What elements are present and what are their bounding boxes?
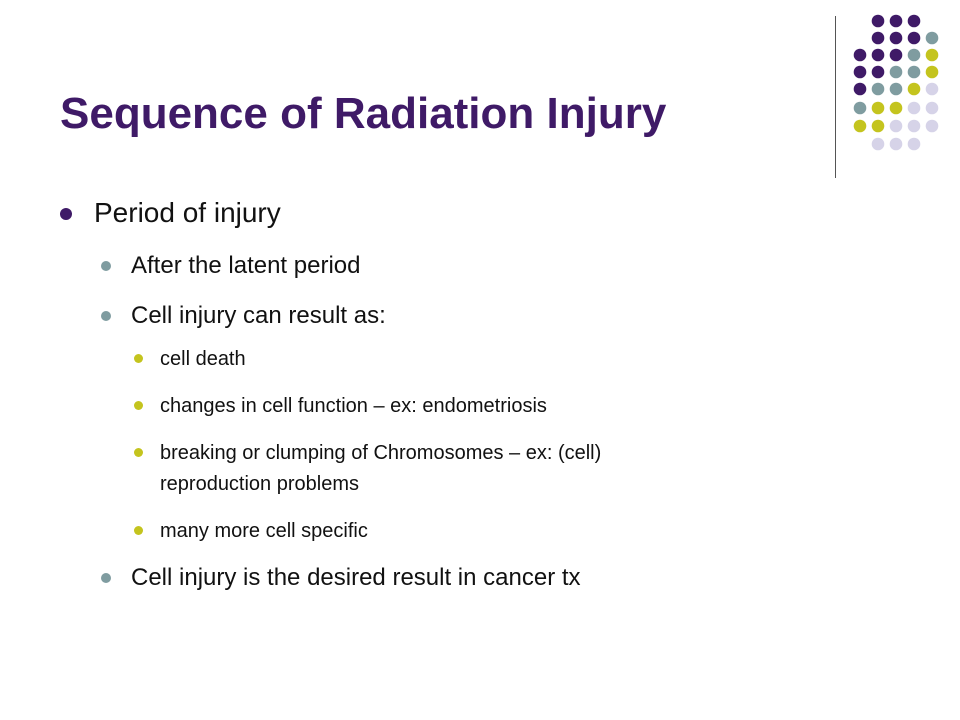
decorative-dot [926, 83, 939, 96]
decorative-divider [835, 16, 836, 178]
bullet-text: many more cell specific [160, 520, 368, 542]
bullet-dot-level3 [134, 354, 143, 363]
decorative-dot [908, 66, 921, 79]
bullet-text: changes in cell function – ex: endometriosis [160, 395, 547, 417]
decorative-dot [890, 120, 903, 133]
decorative-dot [908, 49, 921, 62]
bullet-level3-cell-death [160, 346, 246, 372]
decorative-dot [890, 138, 903, 151]
decorative-dot [908, 102, 921, 115]
bullet-text: breaking or clumping of Chromosomes – ex: (cell) [160, 442, 602, 464]
decorative-dot [890, 49, 903, 62]
bullet-level3-chromosomes-continued [160, 471, 359, 497]
decorative-dot [872, 138, 885, 151]
bullet-level2-after-latent [131, 252, 360, 280]
decorative-dot [872, 66, 885, 79]
bullet-text: Cell injury is the desired result in cancer tx [131, 564, 581, 591]
bullet-text: Cell injury can result as: [131, 302, 386, 329]
bullet-level3-chromosomes [160, 440, 601, 466]
decorative-dot [890, 83, 903, 96]
decorative-dot [890, 102, 903, 115]
decorative-dot [872, 49, 885, 62]
decorative-dot [890, 66, 903, 79]
bullet-level3-cell-function [160, 393, 547, 419]
bullet-dot-level3 [134, 401, 143, 410]
decorative-dot [854, 83, 867, 96]
bullet-text: reproduction problems [160, 473, 359, 495]
bullet-text: After the latent period [131, 252, 361, 279]
decorative-dot [890, 32, 903, 45]
decorative-dot [854, 49, 867, 62]
decorative-dot [872, 102, 885, 115]
bullet-dot-level2 [101, 261, 111, 271]
decorative-dot [926, 49, 939, 62]
decorative-dot [872, 32, 885, 45]
decorative-dot [908, 138, 921, 151]
bullet-text: cell death [160, 348, 246, 370]
decorative-dot [908, 32, 921, 45]
decorative-dot [854, 66, 867, 79]
bullet-dot-level1 [60, 208, 72, 220]
decorative-dot [872, 83, 885, 96]
slide-title: Sequence of Radiation Injury [60, 89, 667, 138]
bullet-dot-level2 [101, 311, 111, 321]
bullet-level3-cell-specific [160, 518, 368, 544]
bullet-dot-level2 [101, 573, 111, 583]
decorative-dot [908, 83, 921, 96]
decorative-dot [872, 120, 885, 133]
bullet-text: Period of injury [94, 197, 281, 228]
decorative-dot [926, 32, 939, 45]
decorative-dot [908, 15, 921, 28]
decorative-dot [908, 120, 921, 133]
decorative-dot [926, 66, 939, 79]
bullet-level2-cell-injury-result [131, 302, 386, 330]
bullet-level1-period-of-injury [94, 197, 281, 229]
bullet-dot-level3 [134, 448, 143, 457]
bullet-dot-level3 [134, 526, 143, 535]
decorative-dot [926, 102, 939, 115]
decorative-dot [854, 102, 867, 115]
decorative-dot [872, 15, 885, 28]
decorative-dot [854, 120, 867, 133]
decorative-dot [926, 120, 939, 133]
bullet-level2-desired-result [131, 564, 581, 592]
decorative-dot [890, 15, 903, 28]
